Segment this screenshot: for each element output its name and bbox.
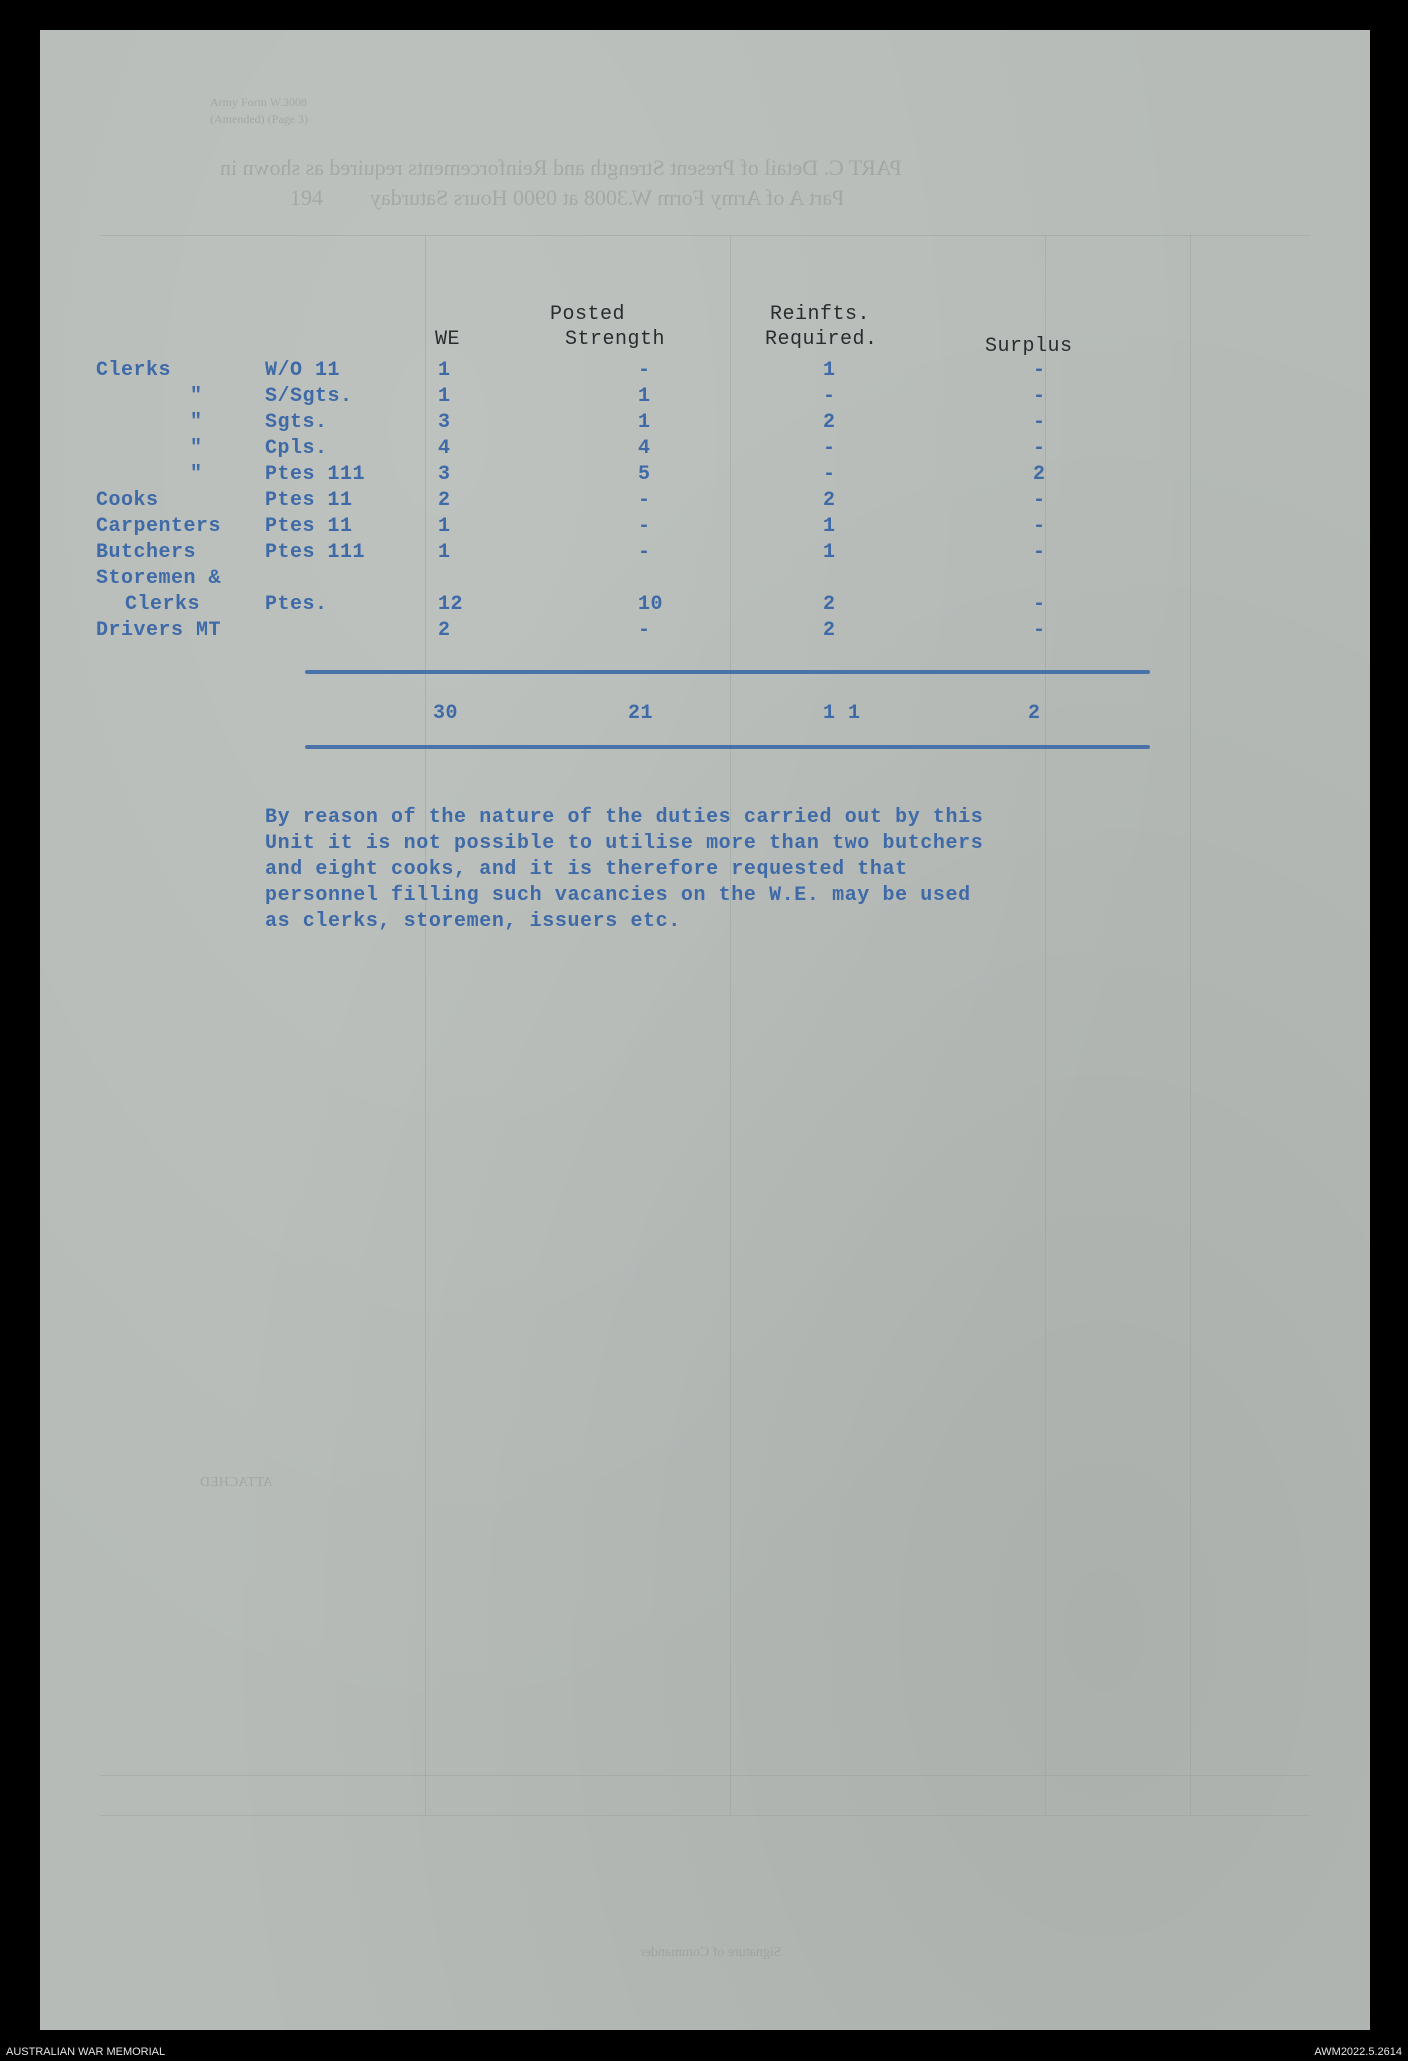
row-rank: Cpls. [265, 437, 328, 460]
total-surplus: 2 [1028, 702, 1041, 725]
ghost-column-line [730, 235, 731, 1815]
row-surplus: - [1033, 359, 1046, 382]
row-posted: 10 [638, 593, 664, 616]
row-trade: " [190, 385, 203, 408]
row-we: 12 [438, 593, 464, 616]
total-we: 30 [433, 702, 459, 725]
document-page [40, 30, 1370, 2030]
row-rank: Ptes 11 [265, 489, 353, 512]
row-we: 3 [438, 463, 451, 486]
ghost-column-line [1190, 235, 1191, 1815]
total-required: 1 1 [823, 702, 861, 725]
row-posted: - [638, 619, 651, 642]
row-surplus: - [1033, 411, 1046, 434]
header-surplus: Surplus [985, 335, 1073, 358]
row-surplus: 2 [1033, 463, 1046, 486]
row-trade: Cooks [96, 489, 159, 512]
ghost-heading-2: Part A of Army Form W.3008 at 0900 Hours Saturday [370, 185, 845, 210]
total-rule-bottom [305, 745, 1150, 749]
row-required: 1 [823, 515, 836, 538]
row-we: 2 [438, 489, 451, 512]
row-rank: Ptes. [265, 593, 328, 616]
footer-right: AWM2022.5.2614 [1314, 2046, 1402, 2058]
ghost-rule [100, 1775, 1310, 1776]
row-surplus: - [1033, 385, 1046, 408]
ghost-column-line [425, 235, 426, 1815]
total-posted: 21 [628, 702, 654, 725]
row-posted: - [638, 489, 651, 512]
ghost-rule [100, 235, 1310, 236]
ghost-signature: Signature of Commander [640, 1945, 782, 1960]
row-posted: 4 [638, 437, 651, 460]
row-trade: Butchers [96, 541, 197, 564]
row-we: 3 [438, 411, 451, 434]
header-we: WE [435, 328, 461, 351]
row-required: - [823, 463, 836, 486]
row-posted: - [638, 541, 651, 564]
row-required: 1 [823, 541, 836, 564]
row-rank: Ptes 111 [265, 463, 366, 486]
ghost-heading-year: 194 [290, 185, 323, 210]
row-posted: 1 [638, 411, 651, 434]
row-we: 1 [438, 541, 451, 564]
row-required: 2 [823, 411, 836, 434]
row-we: 1 [438, 515, 451, 538]
footer-left: AUSTRALIAN WAR MEMORIAL [6, 2046, 166, 2058]
header-reinfts: Reinfts. [770, 303, 871, 326]
ghost-form-ref-1: Army Form W.3008 [210, 95, 308, 109]
ghost-attached: ATTACHED [200, 1475, 273, 1490]
row-rank: Sgts. [265, 411, 328, 434]
header-required: Required. [765, 328, 878, 351]
row-required: 2 [823, 489, 836, 512]
row-we: 4 [438, 437, 451, 460]
row-trade: " [190, 411, 203, 434]
row-posted: - [638, 515, 651, 538]
row-required: 1 [823, 359, 836, 382]
row-rank: W/O 11 [265, 359, 341, 382]
row-trade: Drivers MT [96, 619, 222, 642]
total-rule-top [305, 670, 1150, 674]
row-required: 2 [823, 619, 836, 642]
row-surplus: - [1033, 489, 1046, 512]
row-trade: " [190, 463, 203, 486]
row-trade: Carpenters [96, 515, 222, 538]
row-we: 1 [438, 359, 451, 382]
header-strength: Strength [565, 328, 666, 351]
row-rank: Ptes 111 [265, 541, 366, 564]
row-posted: - [638, 359, 651, 382]
ghost-form-ref-2: (Amended) (Page 3) [210, 112, 308, 126]
row-trade: Clerks [125, 593, 201, 616]
ghost-heading-1: PART C. Detail of Present Strength and Reinforcements required as shown in [220, 155, 902, 180]
row-we: 2 [438, 619, 451, 642]
row-posted: 1 [638, 385, 651, 408]
row-required: - [823, 385, 836, 408]
row-we: 1 [438, 385, 451, 408]
row-posted: 5 [638, 463, 651, 486]
row-surplus: - [1033, 541, 1046, 564]
row-surplus: - [1033, 515, 1046, 538]
header-posted: Posted [550, 303, 626, 326]
row-trade: Clerks [96, 359, 172, 382]
row-surplus: - [1033, 437, 1046, 460]
row-surplus: - [1033, 619, 1046, 642]
row-surplus: - [1033, 593, 1046, 616]
explanatory-note: By reason of the nature of the duties carried out by this Unit it is not possible to utilise more than two butchers and eight cooks, and it is therefore requested that personnel filling such vacancies on the W.E. may be used as clerks, storemen, issuers etc. [265, 806, 984, 933]
row-rank: S/Sgts. [265, 385, 353, 408]
row-trade: " [190, 437, 203, 460]
row-trade: Storemen & [96, 567, 222, 590]
ghost-rule [100, 1815, 1310, 1816]
row-rank: Ptes 11 [265, 515, 353, 538]
row-required: 2 [823, 593, 836, 616]
row-required: - [823, 437, 836, 460]
